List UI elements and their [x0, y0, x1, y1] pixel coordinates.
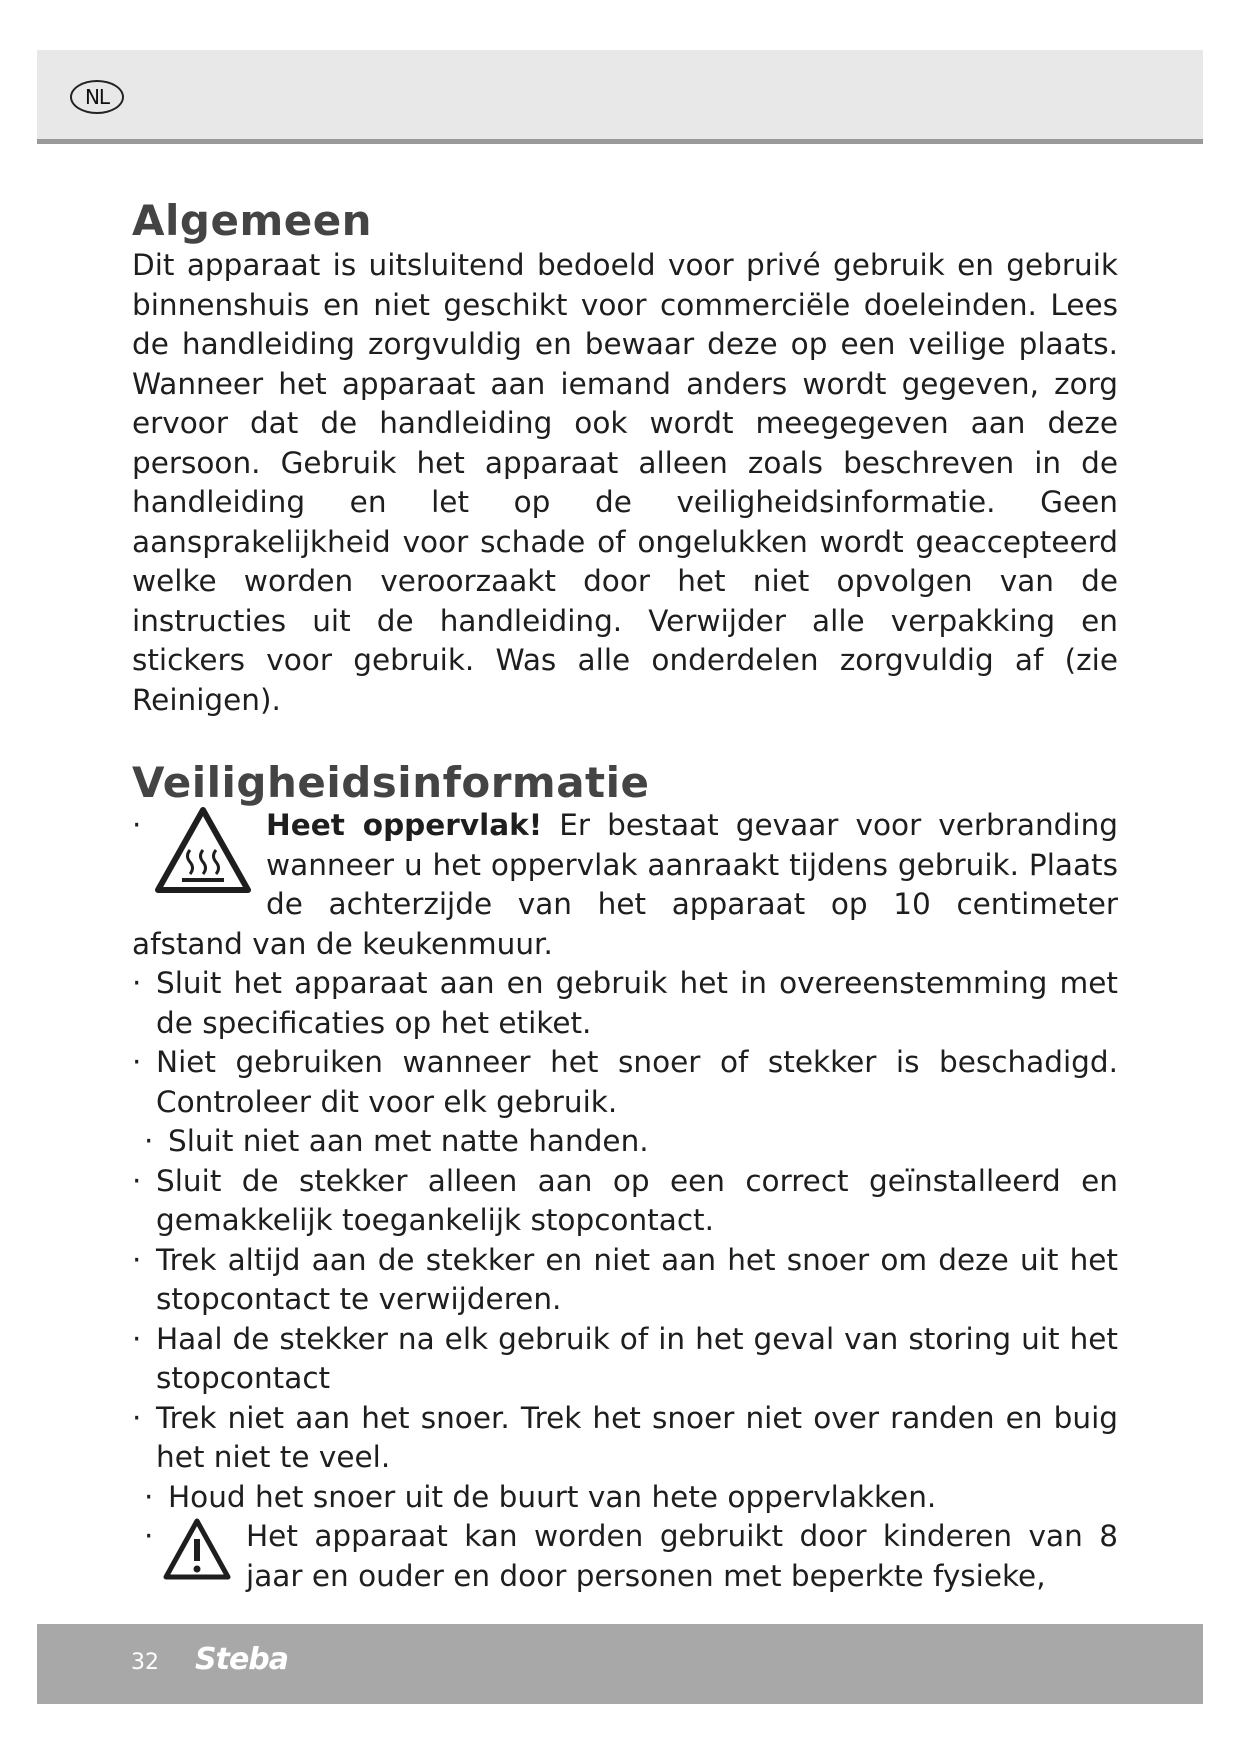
- list-item: [132, 1478, 1118, 1518]
- list-item: [132, 1399, 1118, 1478]
- list-item-hot-surface: [132, 806, 1118, 964]
- list-item: [132, 1241, 1118, 1320]
- hot-surface-label: Heet oppervlak!: [266, 808, 543, 843]
- section-title-safety: Veiligheidsinformatie: [132, 758, 650, 808]
- bullet-dot: ·: [132, 808, 142, 843]
- bullet-dot: ·: [132, 1163, 142, 1198]
- list-item-text: Trek altijd aan de stekker en niet aan het snoer om deze uit het stopcontact te verwijderen.: [156, 1242, 1118, 1317]
- list-item: [132, 964, 1118, 1043]
- bullet-dot: ·: [132, 1045, 142, 1080]
- list-item-text: Sluit niet aan met natte handen.: [168, 1124, 649, 1159]
- bullet-dot: ·: [144, 1479, 154, 1514]
- bullet-dot: ·: [144, 1124, 154, 1159]
- list-item-text: Haal de stekker na elk gebruik of in het geval van storing uit het stopcontact: [156, 1321, 1118, 1396]
- list-item-text: Sluit het apparaat aan en gebruik het in overeenstemming met de specificaties op het etiket.: [156, 966, 1118, 1040]
- bullet-dot: ·: [132, 1400, 142, 1435]
- list-item: [132, 1122, 1118, 1162]
- footer-band: [37, 1624, 1203, 1704]
- general-warning-icon: [162, 1517, 232, 1581]
- list-item: [132, 1043, 1118, 1122]
- bullet-dot: ·: [132, 1321, 142, 1356]
- hot-surface-text: Er bestaat gevaar voor verbranding wanneer u het oppervlak aanraakt tijdens gebruik. Plaats de achterzijde van het apparaat op 10 centimeter afstand van de keukenmuur.: [132, 808, 1119, 961]
- section-title-general: Algemeen: [132, 196, 373, 245]
- list-item-text: Houd het snoer uit de buurt van hete oppervlakken.: [168, 1479, 937, 1514]
- hot-surface-warning-icon: [154, 806, 252, 894]
- language-badge: NL: [70, 80, 124, 114]
- children-warning-text: Het apparaat kan worden gebruikt door kinderen van 8 jaar en ouder en door personen met beperkte fysieke,: [246, 1519, 1118, 1593]
- list-item-text: Sluit de stekker alleen aan op een correct geïnstalleerd en gemakkelijk toegankelijk stopcontact.: [156, 1163, 1118, 1238]
- list-item-children-warning: [132, 1517, 1118, 1596]
- general-paragraph: Dit apparaat is uitsluitend bedoeld voor privé gebruik en gebruik binnenshuis en niet geschikt voor commerciële doeleinden. Lees de handleiding zorgvuldig en bewaar deze op een veilige plaats. Wanneer het apparaat aan iemand anders wordt gegeven, zorg ervoor dat de handleiding ook wordt meegegeven aan deze persoon. Gebruik het apparaat alleen zoals beschreven in de handleiding en let op de veiligheidsinformatie. Geen aansprakelijkheid voor schade of ongelukken wordt geaccepteerd welke worden veroorzaakt door het niet opvolgen van de instructies uit de handleiding. Verwijder alle verpakking en stickers voor gebruik. Was alle onderdelen zorgvuldig af (zie Reinigen).: [132, 248, 1118, 717]
- list-item: [132, 1320, 1118, 1399]
- list-item-text: Niet gebruiken wanneer het snoer of stekker is beschadigd. Controleer dit voor elk gebruik.: [156, 1045, 1118, 1119]
- list-item: [132, 1162, 1118, 1241]
- bullet-dot: ·: [132, 966, 142, 1001]
- page-content: [132, 198, 1118, 1596]
- bullet-dot: ·: [144, 1519, 154, 1554]
- list-item-text: Trek niet aan het snoer. Trek het snoer niet over randen en buig het niet te veel.: [156, 1400, 1118, 1475]
- page-number: 32: [131, 1650, 159, 1675]
- bullet-dot: ·: [132, 1242, 142, 1277]
- brand-logo: Steba: [195, 1642, 289, 1677]
- header-band: [37, 50, 1203, 144]
